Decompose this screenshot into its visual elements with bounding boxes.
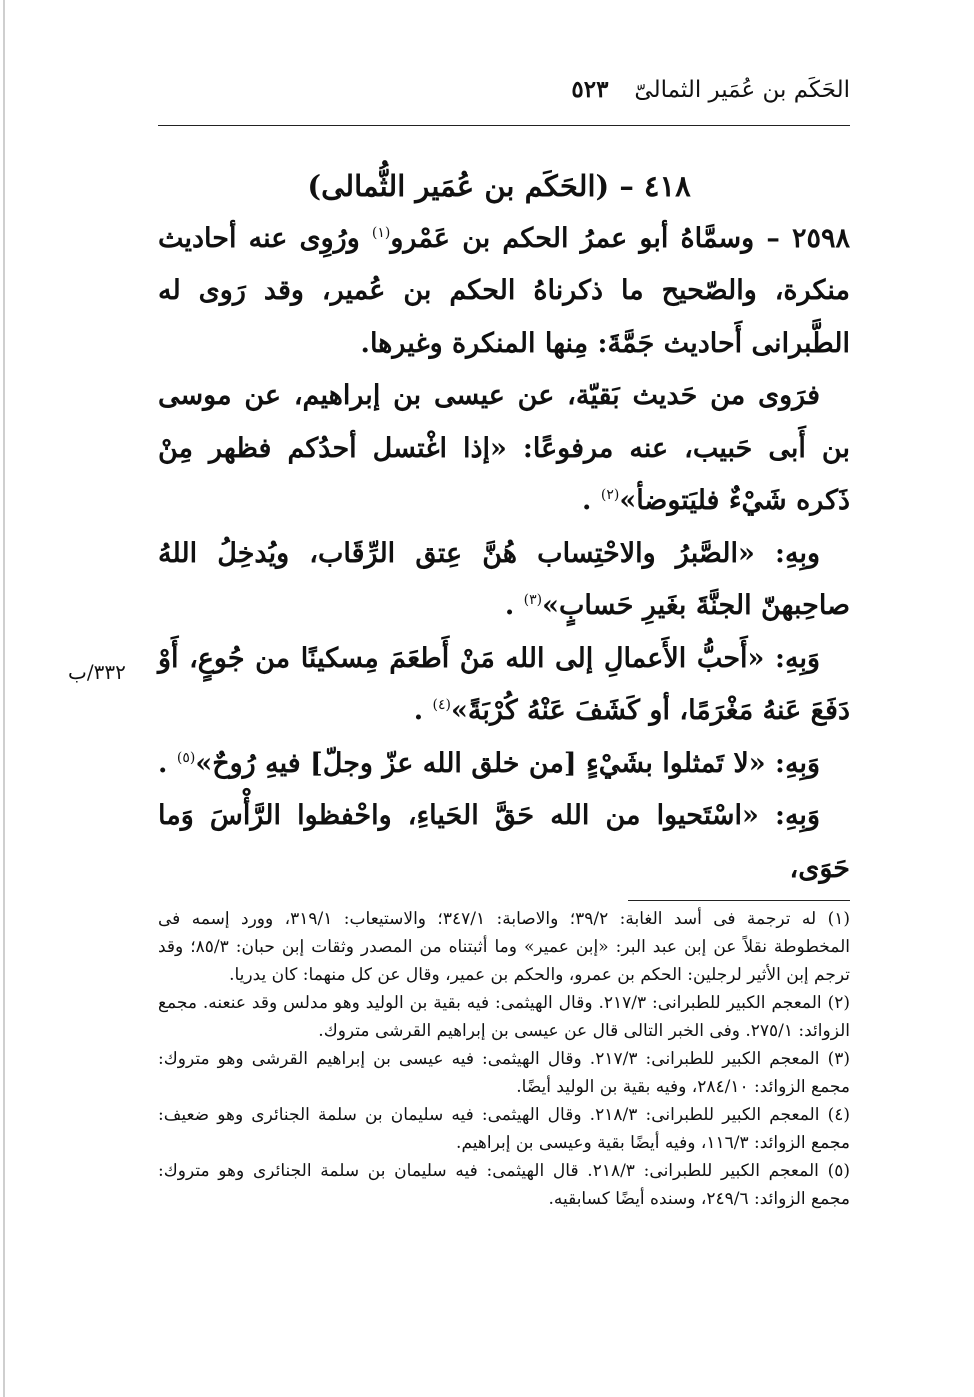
footnote-ref: (١) — [371, 224, 391, 241]
main-text — [158, 160, 850, 895]
paragraph-text: وبِهِ: «الصَّبرُ والاحْتِساب هُنَّ عِتق الرِّقَاب، ويُدخِلُ اللهُ صاحِبهنّ الجنَّةَ بغَيرِ حَسابٍ» — [158, 537, 850, 621]
paragraph-text: . — [158, 747, 177, 779]
paragraph-text: وَبِهِ: «اسْتَحيوا من الله حَقَّ الحَياءِ، واحْفظوا الرَّأْسَ وَما حَوَى، — [158, 800, 850, 884]
paragraph-text: . — [413, 695, 433, 726]
paragraph-text: ٢٥٩٨ – وسمَّاهُ أبو عمرُ الحكم بن عَمْرو — [390, 222, 850, 254]
manuscript-folio-note: ٣٣٢/ب — [68, 660, 126, 684]
paragraph — [158, 370, 850, 528]
paragraph-text: ورُوِى عنه أحاديث منكرة، والصّحيح ما ذكرناهُ الحكم بن عُمير، وقد رَوى له الطَّبرانى أَحاديث جَمَّةَ: مِنها المنكرة وغيرها. — [158, 222, 850, 359]
running-header — [158, 76, 850, 116]
page-number: ٥٢٣ — [571, 76, 609, 103]
paragraph-text: وَبِهِ: «أَحبُّ الأَعمالِ إلى الله مَنْ أَطعَمَ مِسكينًا من جُوعٍ، أَوْ دَفَعَ عَنهُ مَغْرَمًا، أو كَشَفَ عَنْهُ كُرْبَةً» — [158, 642, 850, 726]
paragraph — [158, 213, 850, 371]
running-header-title: الحَكَم بن عُمَير الثمالىّ — [634, 77, 850, 103]
footnote-ref: (٤) — [432, 697, 451, 713]
footnote: (٤) المعجم الكبير للطبرانى: ٢١٨/٣. وقال الهيثمى: فيه سليمان بن سلمة الجنائرى وهو ضعيف: مجمع الزوائد: ١١٦/٣، وفيه أيضًا بقية وعيسى بن إبراهيم. — [158, 1105, 850, 1153]
footnotes — [158, 905, 850, 1213]
footnote: (٢) المعجم الكبير للطبرانى: ٢١٧/٣. وقال الهيثمى: فيه بقية بن الوليد وهو مدلس وقد عنعنه. مجمع الزوائد: ٢٧٥/١. وفى الخبر التالى قال عن عيسى بن إبراهيم القرشى متروك. — [158, 993, 850, 1041]
footnote-ref: (٥) — [176, 749, 196, 766]
header-divider — [158, 125, 850, 126]
footnote-ref: (٣) — [523, 592, 543, 608]
paragraph — [158, 528, 850, 633]
paragraph — [158, 738, 850, 791]
footnote: (١) له ترجمة فى أسد الغابة: ٣٩/٢؛ والاصابة: ٣٤٧/١؛ والاستيعاب: ٣١٩/١، وورد إسمه فى المخطوطة نقلاً عن إبن عبد البر: «إبن عمير» وما أثبتناه من المصدر وثقات إبن حبان: ٨٥/٣؛ وقد ترجم إبن الأثير لرجلين: الحكم بن عمرو، والحكم بن عمير، وقال عن كل منهما: كان يدريا. — [158, 909, 850, 985]
footnote-divider — [628, 900, 850, 901]
paragraph — [158, 633, 850, 738]
footnote-ref: (٢) — [600, 487, 620, 503]
footnote: (٥) المعجم الكبير للطبرانى: ٢١٨/٣. قال الهيثمى: فيه سليمان بن سلمة الجنائرى وهو متروك: مجمع الزوائد: ٢٤٩/٦، وسنده أيضًا كسابقيه. — [158, 1161, 850, 1209]
paragraph-text: . — [582, 485, 601, 516]
paragraph-text: . — [504, 590, 524, 621]
paragraph-text: وَبِهِ: «لا تَمثلوا بشَيْءٍ [من خلق الله عزّ وجلّ] فيهِ رُوحٌ» — [195, 747, 820, 779]
footnote: (٣) المعجم الكبير للطبرانى: ٢١٧/٣. وقال الهيثمى: فيه عيسى بن إبراهيم القرشى وهو متروك: مجمع الزوائد: ٢٨٤/١٠، وفيه بقية بن الوليد أيضًا. — [158, 1049, 850, 1097]
paragraph-text: فرَوى من حَديث بَقيّة، عن عيسى بن إبراهيم، عن موسى بن أَبى حَبيب، عنه مرفوعًا: «إذا اغْتسل أحدُكم فظهر مِنْ ذَكره شَيْءٌ فليَتوضأ» — [158, 380, 850, 516]
paragraph — [158, 790, 850, 895]
binding-edge-line — [3, 0, 5, 1397]
section-heading: ٤١٨ – (الحَكَم بن عُمَير الثُّمالى) — [307, 169, 691, 203]
